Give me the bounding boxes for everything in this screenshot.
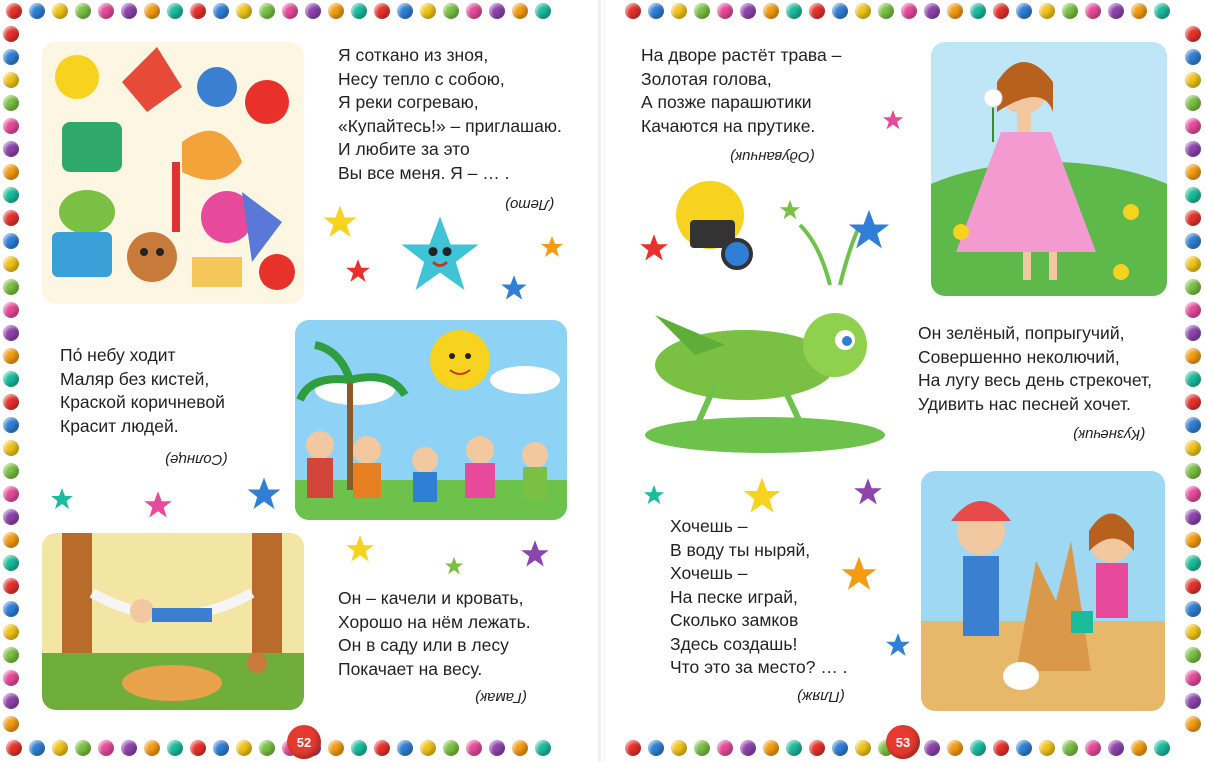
star-decoration (345, 534, 375, 564)
bead (1185, 279, 1201, 295)
bead (3, 348, 19, 364)
bead (3, 486, 19, 502)
bead (3, 624, 19, 640)
bead (1185, 49, 1201, 65)
poem-sun: По́ небу ходит Маляр без кистей, Краской коричневой Красит людей. (60, 345, 225, 436)
bead (809, 740, 825, 756)
bead (1131, 740, 1147, 756)
bead (1185, 463, 1201, 479)
star-decoration (853, 477, 883, 507)
bead (671, 740, 687, 756)
star-decoration (885, 632, 911, 658)
top-bead-border (6, 3, 551, 19)
bead (3, 187, 19, 203)
bead (351, 740, 367, 756)
bead (3, 164, 19, 180)
bead (1185, 555, 1201, 571)
star-decoration (639, 233, 669, 263)
bead (305, 3, 321, 19)
bead (535, 3, 551, 19)
bead (1185, 325, 1201, 341)
bead (397, 3, 413, 19)
poem-beach: Хочешь – В воду ты ныряй, Хочешь – На песке играй, Сколько замков Здесь создашь! Что это за место? … . (670, 516, 848, 677)
bead (1185, 348, 1201, 364)
bead (121, 3, 137, 19)
bead (1185, 26, 1201, 42)
bead (52, 740, 68, 756)
bead (236, 3, 252, 19)
star-decoration (840, 555, 878, 593)
star-decoration (779, 199, 801, 221)
bead (1039, 740, 1055, 756)
bead (3, 693, 19, 709)
right-page (605, 0, 1205, 762)
hammock-illustration (42, 533, 304, 710)
bottom-bead-border (6, 740, 551, 756)
bead (282, 3, 298, 19)
bead (1185, 233, 1201, 249)
bead (786, 3, 802, 19)
bead (3, 118, 19, 134)
bead (512, 740, 528, 756)
answer-beach: (Пляж) (797, 688, 845, 705)
bead (167, 3, 183, 19)
bead (1185, 601, 1201, 617)
bead (1085, 3, 1101, 19)
bead (374, 3, 390, 19)
bead (1185, 95, 1201, 111)
bead (1185, 210, 1201, 226)
bead (3, 279, 19, 295)
bead (993, 740, 1009, 756)
bead (648, 3, 664, 19)
bead (236, 740, 252, 756)
bead (1016, 740, 1032, 756)
bead (694, 3, 710, 19)
bead (1039, 3, 1055, 19)
bead (512, 3, 528, 19)
bead (3, 210, 19, 226)
bead (1185, 578, 1201, 594)
bead (1185, 440, 1201, 456)
bead (1185, 417, 1201, 433)
bead (3, 601, 19, 617)
star-decoration (500, 274, 528, 302)
bead (3, 463, 19, 479)
bead (259, 740, 275, 756)
star-decoration (520, 539, 550, 569)
bead (717, 3, 733, 19)
bead (466, 740, 482, 756)
bead (1185, 647, 1201, 663)
bead (3, 371, 19, 387)
star-decoration (345, 258, 371, 284)
bead (855, 740, 871, 756)
summer-items-illustration (42, 42, 304, 304)
bead (1062, 3, 1078, 19)
bead (3, 95, 19, 111)
bead (1108, 740, 1124, 756)
bead (740, 3, 756, 19)
poem-hammock: Он – качели и кровать, Хорошо на нём лежать. Он в саду или в лесу Покачает на весу. (338, 588, 531, 679)
bead (6, 3, 22, 19)
bead (1154, 740, 1170, 756)
bead (489, 3, 505, 19)
bead (1185, 624, 1201, 640)
answer-grasshopper: (Кузнечик) (1073, 426, 1146, 443)
bead (3, 440, 19, 456)
bead (167, 740, 183, 756)
star-decoration (540, 235, 564, 259)
bead (535, 740, 551, 756)
page-number-right: 53 (886, 725, 920, 759)
bead (1185, 118, 1201, 134)
bead (993, 3, 1009, 19)
star-decoration (643, 484, 665, 506)
bead (947, 740, 963, 756)
bead (144, 3, 160, 19)
bead (75, 740, 91, 756)
bead (3, 417, 19, 433)
bead (3, 394, 19, 410)
top-bead-border (625, 3, 1170, 19)
bead (947, 3, 963, 19)
bead (29, 740, 45, 756)
bead (397, 740, 413, 756)
page-number-left: 52 (287, 725, 321, 759)
answer-summer: (Лето) (505, 196, 555, 213)
bead (98, 740, 114, 756)
bead (1185, 302, 1201, 318)
tourists-beach-illustration (295, 320, 567, 520)
bead (1062, 740, 1078, 756)
bead (1131, 3, 1147, 19)
bead (121, 740, 137, 756)
side-bead-border (3, 26, 19, 732)
side-bead-border (1185, 26, 1201, 732)
kids-sandcastle-illustration (921, 471, 1165, 711)
star-decoration (246, 476, 282, 512)
bead (213, 3, 229, 19)
bead (671, 3, 687, 19)
star-decoration (847, 208, 891, 252)
bead (3, 26, 19, 42)
bead (694, 740, 710, 756)
bead (1185, 72, 1201, 88)
bead (809, 3, 825, 19)
bead (3, 141, 19, 157)
bead (3, 256, 19, 272)
bead (832, 3, 848, 19)
bead (190, 3, 206, 19)
bead (832, 740, 848, 756)
bead (3, 233, 19, 249)
bead (1185, 693, 1201, 709)
bead (625, 740, 641, 756)
bead (625, 3, 641, 19)
bead (259, 3, 275, 19)
bead (924, 3, 940, 19)
answer-dandelion: (Одуванчик) (730, 148, 815, 165)
bead (1016, 3, 1032, 19)
star-decoration (882, 109, 904, 131)
bead (75, 3, 91, 19)
bead (3, 325, 19, 341)
bead (3, 302, 19, 318)
star-mascot (398, 213, 482, 297)
bead (443, 3, 459, 19)
bead (328, 740, 344, 756)
left-page (0, 0, 600, 762)
bead (1108, 3, 1124, 19)
bead (3, 72, 19, 88)
bead (1185, 187, 1201, 203)
bead (420, 740, 436, 756)
bead (924, 740, 940, 756)
bead (190, 740, 206, 756)
bead (970, 3, 986, 19)
bead (3, 555, 19, 571)
bead (1185, 371, 1201, 387)
bead (3, 532, 19, 548)
bead (1185, 486, 1201, 502)
bead (466, 3, 482, 19)
bead (3, 509, 19, 525)
bead (144, 740, 160, 756)
bead (717, 740, 733, 756)
bead (763, 3, 779, 19)
bead (52, 3, 68, 19)
bead (901, 3, 917, 19)
bead (3, 49, 19, 65)
bead (3, 716, 19, 732)
bead (443, 740, 459, 756)
star-decoration (322, 204, 358, 240)
bead (213, 740, 229, 756)
bead (878, 3, 894, 19)
poem-grasshopper: Он зелёный, попрыгучий, Совершенно неколючий, На лугу весь день стрекочет, Удивить нас песней хочет. (918, 323, 1152, 414)
bead (763, 740, 779, 756)
bead (1185, 716, 1201, 732)
bead (374, 740, 390, 756)
star-decoration (742, 476, 782, 516)
bead (970, 740, 986, 756)
bead (1154, 3, 1170, 19)
bead (786, 740, 802, 756)
bead (6, 740, 22, 756)
bead (29, 3, 45, 19)
bead (740, 740, 756, 756)
answer-sun: (Солнце) (165, 451, 228, 468)
bead (3, 647, 19, 663)
bead (1185, 394, 1201, 410)
bead (489, 740, 505, 756)
bead (648, 740, 664, 756)
bead (1185, 532, 1201, 548)
bead (351, 3, 367, 19)
bead (1185, 256, 1201, 272)
bead (1185, 670, 1201, 686)
bead (1185, 141, 1201, 157)
answer-hammock: (Гамак) (475, 689, 527, 706)
poem-dandelion: На дворе растёт трава – Золотая голова, А позже парашютики Качаются на прутике. (641, 45, 842, 136)
bead (855, 3, 871, 19)
bead (1185, 164, 1201, 180)
poem-summer: Я соткано из зноя, Несу тепло с собою, Я реки согреваю, «Купайтесь!» – приглашаю. И любите за это Вы все меня. Я – … . (338, 45, 562, 183)
bead (420, 3, 436, 19)
star-decoration (143, 490, 173, 520)
bead (3, 670, 19, 686)
bead (98, 3, 114, 19)
bead (1085, 740, 1101, 756)
bead (3, 578, 19, 594)
girl-dandelion-illustration (931, 42, 1167, 296)
bead (1185, 509, 1201, 525)
star-decoration (444, 556, 464, 576)
star-decoration (50, 487, 74, 511)
bead (328, 3, 344, 19)
